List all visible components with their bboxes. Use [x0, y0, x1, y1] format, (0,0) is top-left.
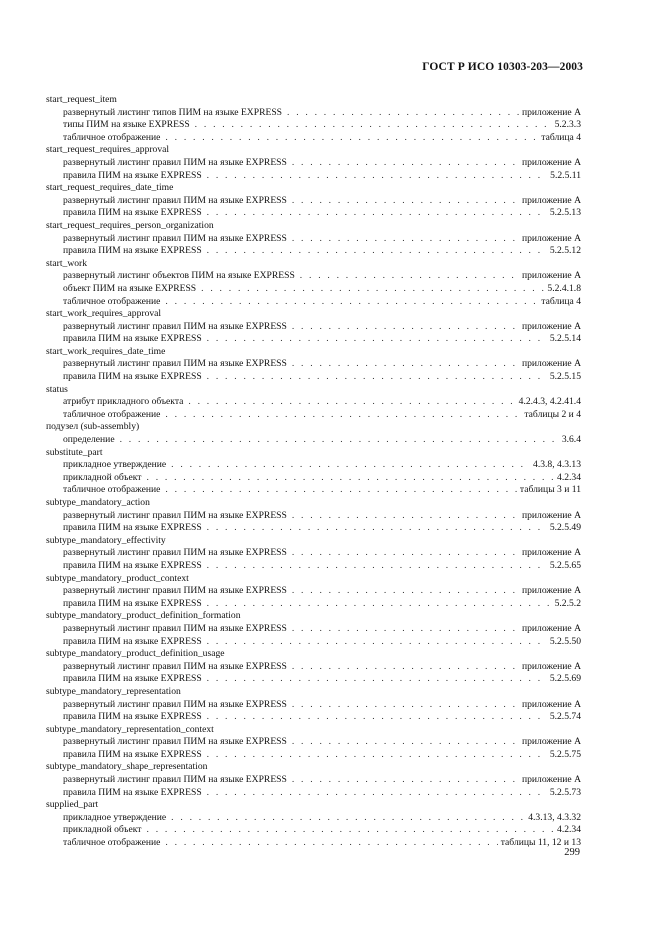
subentry-reference: 5.2.5.73 [549, 786, 581, 798]
dot-leader [120, 434, 559, 447]
index-subentry [46, 661, 581, 674]
index-subentry [46, 270, 581, 283]
index-entry [46, 799, 581, 849]
index-entry [46, 761, 581, 799]
subentry-label: развернутый листинг типов ПИМ на языке EXPRESS [63, 106, 282, 118]
subentry-reference: 5.2.5.74 [549, 711, 581, 723]
dot-leader [207, 522, 547, 535]
subentry-label: правила ПИМ на языке EXPRESS [63, 245, 202, 257]
index-subentry [46, 195, 581, 208]
subentry-reference: 4.2.34 [557, 471, 581, 483]
dot-leader [165, 132, 538, 145]
dot-leader [292, 774, 519, 787]
dot-leader [165, 837, 497, 850]
subentry-reference: таблица 4 [541, 131, 581, 143]
index-subentry [46, 207, 581, 220]
subentry-reference: таблицы 2 и 4 [524, 408, 581, 420]
subentry-reference: приложение А [521, 358, 581, 370]
dot-leader [292, 585, 519, 598]
dot-leader [292, 699, 519, 712]
index-subentry [46, 598, 581, 611]
dot-leader [171, 459, 530, 472]
index-subentry [46, 636, 581, 649]
index-subentry [46, 296, 581, 309]
index-entry [46, 648, 581, 686]
subentry-label: развернутый листинг правил ПИМ на языке EXPRESS [63, 509, 287, 521]
subentry-reference: 5.2.5.13 [549, 207, 581, 219]
subentry-label: развернутый листинг правил ПИМ на языке EXPRESS [63, 547, 287, 559]
subentry-reference: 3.6.4 [561, 434, 581, 446]
subentry-reference: 5.2.5.65 [549, 559, 581, 571]
index-subentry [46, 484, 581, 497]
dot-leader [207, 749, 547, 762]
index-term: substitute_part [46, 446, 103, 458]
subentry-label: прикладной объект [63, 824, 142, 836]
subentry-label: объект ПИМ на языке EXPRESS [63, 282, 197, 294]
index-term: subtype_mandatory_shape_representation [46, 761, 208, 773]
subentry-reference: 5.2.3.3 [554, 119, 581, 131]
subentry-label: табличное отображение [63, 484, 161, 496]
subentry-reference: 4.2.34 [557, 824, 581, 836]
subentry-reference: приложение А [521, 585, 581, 597]
index-subentry [46, 547, 581, 560]
dot-leader [207, 787, 547, 800]
index-subentry [46, 699, 581, 712]
dot-leader [292, 547, 519, 560]
page-number: 299 [564, 847, 580, 858]
index-subentry [46, 824, 581, 837]
subentry-reference: приложение А [521, 547, 581, 559]
index-subentry [46, 119, 581, 132]
dot-leader [292, 195, 519, 208]
subentry-reference: приложение А [521, 622, 581, 634]
index-subentry [46, 774, 581, 787]
index-subentry [46, 107, 581, 120]
subentry-label: развернутый листинг правил ПИМ на языке EXPRESS [63, 736, 287, 748]
index-term: start_request_requires_date_time [46, 182, 174, 194]
subentry-reference: 5.2.5.75 [549, 748, 581, 760]
index-entry [46, 220, 581, 258]
index-entry [46, 94, 581, 144]
dot-leader [287, 107, 519, 120]
dot-leader [147, 824, 555, 837]
index-term: подузел (sub-assembly) [46, 421, 140, 433]
index-subentry [46, 560, 581, 573]
dot-leader [207, 245, 547, 258]
subentry-label: развернутый листинг правил ПИМ на языке EXPRESS [63, 358, 287, 370]
dot-leader [165, 296, 538, 309]
dot-leader [165, 409, 521, 422]
index-subentry [46, 157, 581, 170]
index-term: start_work_requires_date_time [46, 345, 166, 357]
subentry-label: правила ПИМ на языке EXPRESS [63, 559, 202, 571]
index-subentry [46, 812, 581, 825]
index-term: start_work_requires_approval [46, 308, 162, 320]
subentry-label: прикладной объект [63, 471, 142, 483]
index-term: subtype_mandatory_action [46, 497, 150, 508]
page-header: ГОСТ Р ИСО 10303-203—2003 [422, 61, 583, 73]
index-subentry [46, 510, 581, 523]
index-subentry [46, 434, 581, 447]
subentry-reference: 5.2.4.1.8 [547, 282, 581, 294]
subentry-reference: таблица 4 [541, 295, 581, 307]
index-entry [46, 144, 581, 182]
index-term: subtype_mandatory_product_context [46, 572, 189, 584]
dot-leader [147, 472, 555, 485]
subentry-label: табличное отображение [63, 837, 161, 849]
dot-leader [292, 157, 519, 170]
index-entry [46, 447, 581, 497]
index-entry [46, 686, 581, 724]
index-subentry [46, 371, 581, 384]
subentry-reference: 4.2.4.3, 4.2.41.4 [518, 396, 581, 408]
dot-leader [207, 371, 547, 384]
index-subentry [46, 321, 581, 334]
subentry-reference: приложение А [521, 232, 581, 244]
subentry-label: развернутый листинг правил ПИМ на языке EXPRESS [63, 232, 287, 244]
index-term: start_request_requires_person_organization [46, 219, 214, 231]
index-term: start_work [46, 257, 88, 269]
index-term: subtype_mandatory_product_definition_usage [46, 648, 225, 660]
index-term: status [46, 383, 68, 395]
index-term: supplied_part [46, 799, 99, 811]
dot-leader [292, 233, 519, 246]
subentry-label: правила ПИМ на языке EXPRESS [63, 748, 202, 760]
subentry-reference: приложение А [521, 194, 581, 206]
index-term: start_request_item [46, 94, 117, 105]
subentry-label: развернутый листинг правил ПИМ на языке EXPRESS [63, 622, 287, 634]
subject-index [46, 94, 581, 850]
index-subentry [46, 459, 581, 472]
subentry-label: прикладное утверждение [63, 459, 167, 471]
subentry-label: правила ПИМ на языке EXPRESS [63, 333, 202, 345]
dot-leader [300, 270, 519, 283]
subentry-label: правила ПИМ на языке EXPRESS [63, 169, 202, 181]
index-subentry [46, 132, 581, 145]
index-subentry [46, 409, 581, 422]
subentry-reference: приложение А [521, 156, 581, 168]
dot-leader [292, 321, 519, 334]
index-term: subtype_mandatory_product_definition_formation [46, 610, 241, 622]
dot-leader [207, 636, 547, 649]
index-term: subtype_mandatory_representation [46, 685, 181, 697]
subentry-reference: 5.2.5.2 [554, 597, 581, 609]
subentry-reference: 5.2.5.14 [549, 333, 581, 345]
dot-leader [207, 333, 547, 346]
index-subentry [46, 787, 581, 800]
subentry-reference: таблицы 11, 12 и 13 [500, 837, 581, 849]
dot-leader [207, 711, 547, 724]
dot-leader [207, 207, 547, 220]
subentry-label: развернутый листинг объектов ПИМ на языке EXPRESS [63, 270, 295, 282]
dot-leader [292, 661, 519, 674]
index-subentry [46, 736, 581, 749]
dot-leader [165, 484, 517, 497]
index-subentry [46, 233, 581, 246]
index-subentry [46, 585, 581, 598]
subentry-label: прикладное утверждение [63, 811, 167, 823]
index-subentry [46, 358, 581, 371]
dot-leader [292, 736, 519, 749]
subentry-label: правила ПИМ на языке EXPRESS [63, 635, 202, 647]
subentry-reference: приложение А [521, 509, 581, 521]
index-subentry [46, 837, 581, 850]
subentry-reference: приложение А [521, 774, 581, 786]
subentry-reference: 5.2.5.50 [549, 635, 581, 647]
subentry-reference: 4.3.13, 4.3.32 [528, 811, 581, 823]
index-subentry [46, 283, 581, 296]
subentry-label: правила ПИМ на языке EXPRESS [63, 207, 202, 219]
subentry-label: развернутый листинг правил ПИМ на языке EXPRESS [63, 698, 287, 710]
subentry-label: правила ПИМ на языке EXPRESS [63, 597, 202, 609]
subentry-label: атрибут прикладного объекта [63, 396, 184, 408]
index-entry [46, 573, 581, 611]
dot-leader [207, 560, 547, 573]
dot-leader [201, 283, 544, 296]
subentry-label: развернутый листинг правил ПИМ на языке EXPRESS [63, 774, 287, 786]
subentry-reference: приложение А [521, 320, 581, 332]
index-entry [46, 384, 581, 422]
index-entry [46, 258, 581, 308]
subentry-label: определение [63, 434, 115, 446]
index-subentry [46, 396, 581, 409]
index-subentry [46, 522, 581, 535]
subentry-reference: приложение А [521, 698, 581, 710]
index-entry [46, 497, 581, 535]
subentry-label: табличное отображение [63, 408, 161, 420]
index-subentry [46, 711, 581, 724]
index-entry [46, 610, 581, 648]
subentry-label: развернутый листинг правил ПИМ на языке EXPRESS [63, 320, 287, 332]
index-subentry [46, 472, 581, 485]
subentry-reference: приложение А [521, 106, 581, 118]
subentry-reference: 5.2.5.11 [550, 169, 581, 181]
subentry-reference: приложение А [521, 736, 581, 748]
subentry-reference: 5.2.5.15 [549, 371, 581, 383]
index-subentry [46, 170, 581, 183]
dot-leader [188, 396, 515, 409]
subentry-label: правила ПИМ на языке EXPRESS [63, 673, 202, 685]
index-subentry [46, 749, 581, 762]
dot-leader [195, 119, 552, 132]
subentry-reference: приложение А [521, 660, 581, 672]
index-subentry [46, 333, 581, 346]
subentry-reference: 5.2.5.69 [549, 673, 581, 685]
subentry-label: правила ПИМ на языке EXPRESS [63, 371, 202, 383]
subentry-label: типы ПИМ на языке EXPRESS [63, 119, 190, 131]
subentry-label: правила ПИМ на языке EXPRESS [63, 711, 202, 723]
dot-leader [292, 510, 519, 523]
subentry-label: правила ПИМ на языке EXPRESS [63, 522, 202, 534]
subentry-reference: 5.2.5.49 [549, 522, 581, 534]
index-term: subtype_mandatory_effectivity [46, 534, 166, 546]
subentry-reference: 4.3.8, 4.3.13 [533, 459, 581, 471]
subentry-label: развернутый листинг правил ПИМ на языке EXPRESS [63, 660, 287, 672]
index-entry [46, 535, 581, 573]
index-term: start_request_requires_approval [46, 144, 170, 156]
subentry-reference: 5.2.5.12 [549, 245, 581, 257]
index-subentry [46, 673, 581, 686]
subentry-label: развернутый листинг правил ПИМ на языке EXPRESS [63, 194, 287, 206]
index-entry [46, 308, 581, 346]
dot-leader [207, 170, 548, 183]
subentry-label: развернутый листинг правил ПИМ на языке EXPRESS [63, 585, 287, 597]
dot-leader [171, 812, 525, 825]
index-entry [46, 421, 581, 446]
dot-leader [292, 623, 519, 636]
dot-leader [207, 673, 547, 686]
index-entry [46, 724, 581, 762]
subentry-label: развернутый листинг правил ПИМ на языке EXPRESS [63, 156, 287, 168]
index-subentry [46, 245, 581, 258]
subentry-reference: таблицы 3 и 11 [519, 484, 581, 496]
index-subentry [46, 623, 581, 636]
index-entry [46, 182, 581, 220]
dot-leader [292, 358, 519, 371]
subentry-label: табличное отображение [63, 295, 161, 307]
index-term: subtype_mandatory_representation_context [46, 723, 214, 735]
subentry-reference: приложение А [521, 270, 581, 282]
index-entry [46, 346, 581, 384]
subentry-label: табличное отображение [63, 131, 161, 143]
subentry-label: правила ПИМ на языке EXPRESS [63, 786, 202, 798]
dot-leader [207, 598, 552, 611]
